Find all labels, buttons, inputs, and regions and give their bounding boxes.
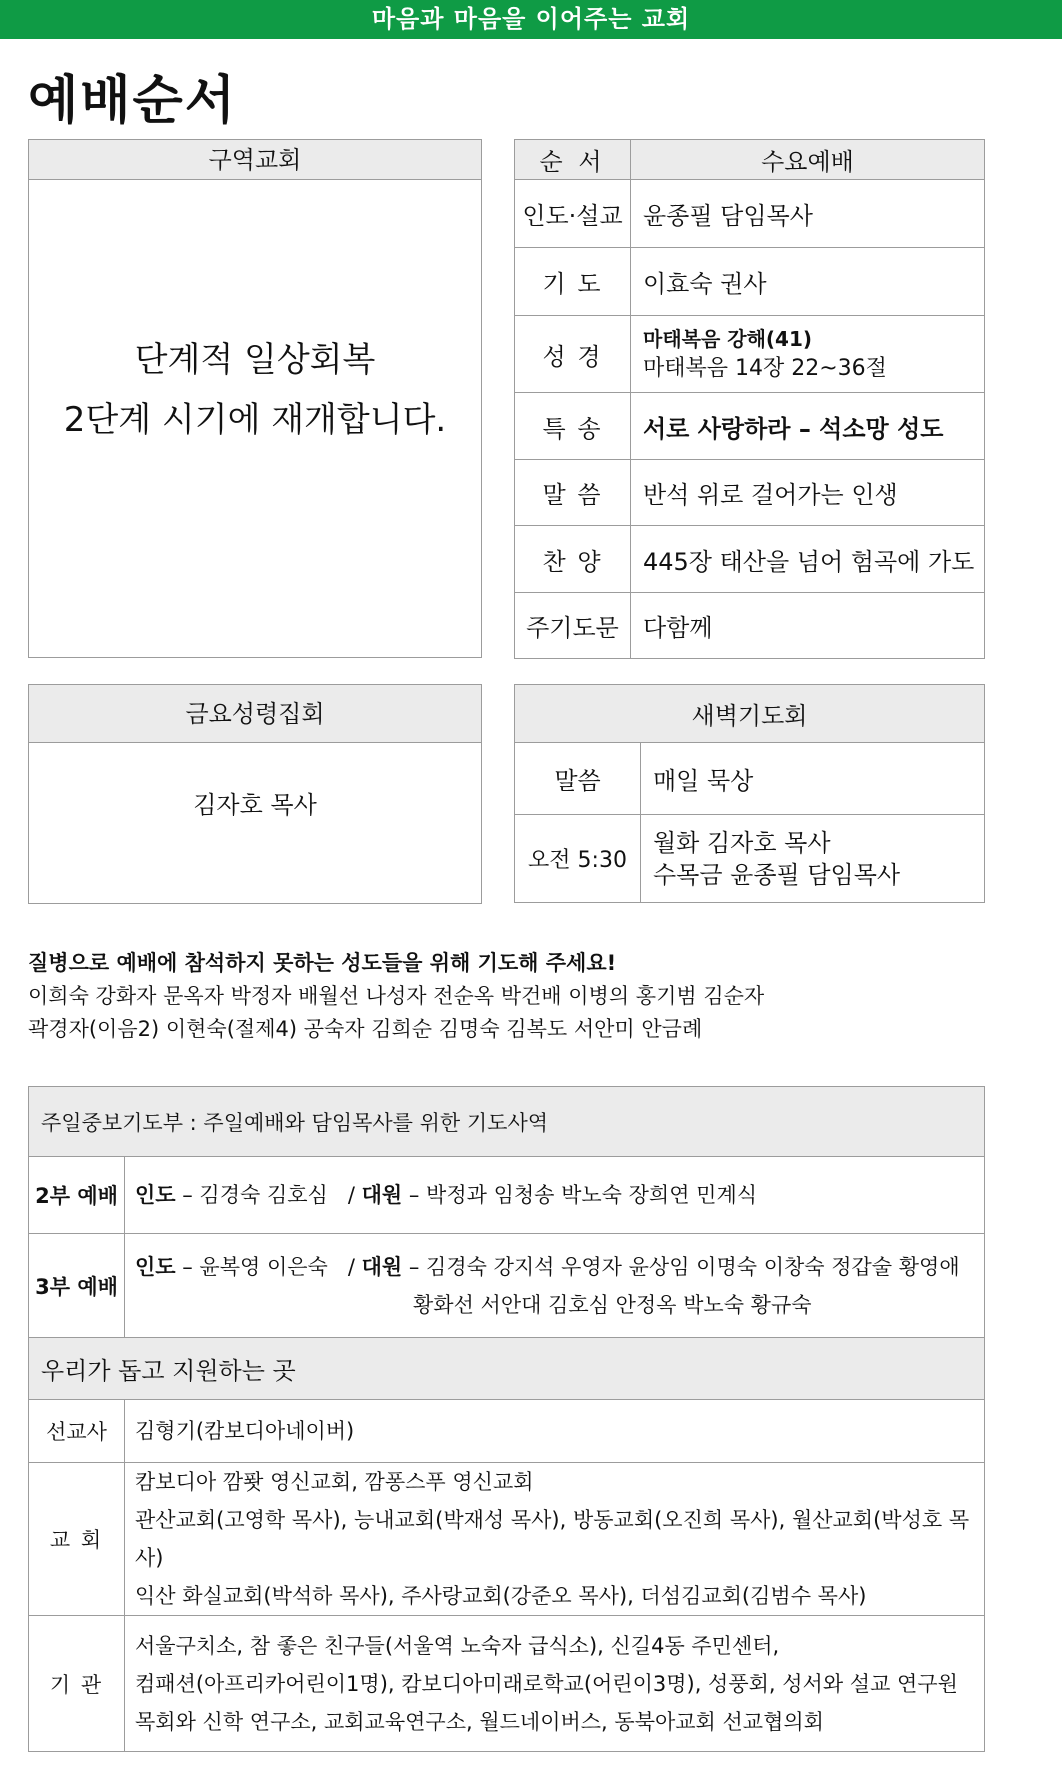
dawn-prayer-header: 새벽기도회 [515,685,985,743]
intercessory-team-header: 주일중보기도부 : 주일예배와 담임목사를 위한 기도사역 [29,1087,985,1157]
row-label-sermon: 말 씀 [515,460,631,526]
wednesday-header: 수요예배 [631,140,985,180]
district-message [29,330,481,450]
dawn-row-value-word: 매일 묵상 [641,743,985,815]
service2-label: 2부 예배 [29,1157,125,1234]
service2-group: – 박정과 임청송 박노숙 장희연 민계식 [402,1183,758,1207]
support-institutions-line2: 컴패션(아프리카어린이1명), 캄보디아미래로학교(어린이3명), 성풍회, 성서와 설교 연구원 [135,1671,958,1696]
district-church-box [28,139,482,658]
prayer-and-support-table [28,1086,985,1752]
row-label-prayer: 기 도 [515,248,631,316]
row-label-scripture: 성 경 [515,316,631,393]
support-churches-line2: 관산교회(고영학 목사), 능내교회(박재성 목사), 방동교회(오진희 목사), 월산교회(박성호 목사) [135,1508,970,1570]
service3-label: 3부 예배 [29,1234,125,1338]
scripture-line2: 마태복음 14장 22~36절 [643,356,887,381]
row-value-lords-prayer: 다함께 [631,593,985,659]
support-churches-line3: 익산 화실교회(박석하 목사), 주사랑교회(강준오 목사), 더섬김교회(김범수 목사) [135,1584,867,1608]
dawn-leader-line1: 월화 김자호 목사 [653,828,831,857]
intercession-names-line1: 이희숙 강화자 문옥자 박정자 배월선 나성자 전순옥 박건배 이병의 홍기범 김순자 [28,984,765,1008]
friday-meeting-box [28,684,482,904]
row-label-lead: 인도·설교 [515,180,631,248]
friday-meeting-value: 김자호 목사 [193,791,317,819]
service3-content [125,1234,985,1338]
intercession-section [28,947,764,1046]
row-value-scripture [631,316,985,393]
dawn-prayer-table [514,684,985,903]
service3-group-label: 대원 [361,1254,403,1279]
service2-group-label: 대원 [361,1183,403,1207]
district-church-header: 구역교회 [29,140,481,180]
service3-line1: 인도 – 윤복영 이은숙 / 대원 – 김경숙 강지석 우영자 윤상임 이명숙 이창숙 정갑술 황영애 [135,1254,960,1279]
top-banner: 마음과 마음을 이어주는 교회 [0,0,1062,39]
service3-group: – 김경숙 강지석 우영자 윤상임 이명숙 이창숙 정갑술 황영애 [402,1254,960,1279]
friday-meeting-header: 금요성령집회 [29,685,481,743]
row-value-sermon: 반석 위로 걸어가는 인생 [631,460,985,526]
district-message-line2: 2단계 시기에 재개합니다. [63,400,447,440]
support-label-missionary: 선교사 [29,1400,125,1463]
service2-content: 인도 – 김경숙 김호심 / 대원 – 박정과 임청송 박노숙 장희연 민계식 [125,1157,985,1234]
district-message-line1: 단계적 일상회복 [134,340,376,380]
support-churches-line1: 캄보디아 깜퐛 영신교회, 깜퐁스푸 영신교회 [135,1470,534,1494]
row-label-special-song: 특 송 [515,393,631,460]
service3-lead-label: 인도 [135,1254,176,1279]
row-value-hymn: 445장 태산을 넘어 험곡에 가도 [631,526,985,593]
support-institutions [125,1616,985,1752]
intercession-names-line2: 곽경자(이음2) 이현숙(절제4) 공숙자 김희순 김명숙 김복도 서안미 안금례 [28,1017,703,1041]
dawn-row-label-time: 오전 5:30 [515,815,641,903]
support-churches [125,1463,985,1616]
dawn-row-value-leaders [641,815,985,903]
wednesday-service-table [514,139,985,659]
service3-line2: 황화선 서안대 김호심 안정옥 박노숙 황규숙 [413,1292,812,1317]
order-header: 순 서 [515,140,631,180]
service2-lead-label: 인도 [135,1183,176,1207]
support-missionary: 김형기(캄보디아네이버) [125,1400,985,1463]
support-institutions-line1: 서울구치소, 참 좋은 친구들(서울역 노숙자 급식소), 신길4동 주민센터, [135,1633,780,1658]
support-label-institutions: 기 관 [29,1616,125,1752]
support-institutions-line3: 목회와 신학 연구소, 교회교육연구소, 월드네이버스, 동북아교회 선교협의회 [135,1709,824,1734]
intercession-title: 질병으로 예배에 참석하지 못하는 성도들을 위해 기도해 주세요! [28,951,617,975]
row-label-hymn: 찬 양 [515,526,631,593]
support-header: 우리가 돕고 지원하는 곳 [29,1338,985,1400]
row-value-special-song: 서로 사랑하라 – 석소망 성도 [631,393,985,460]
support-label-churches: 교 회 [29,1463,125,1616]
dawn-leader-line2: 수목금 윤종필 담임목사 [653,860,901,889]
page-title: 예배순서 [28,70,237,131]
row-label-lords-prayer: 주기도문 [515,593,631,659]
row-value-lead: 윤종필 담임목사 [631,180,985,248]
service3-lead: – 윤복영 이은숙 [175,1254,328,1279]
scripture-line1: 마태복음 강해(41) [643,327,812,351]
dawn-row-label-word: 말씀 [515,743,641,815]
service2-lead: – 김경숙 김호심 [175,1183,328,1207]
row-value-prayer: 이효숙 권사 [631,248,985,316]
